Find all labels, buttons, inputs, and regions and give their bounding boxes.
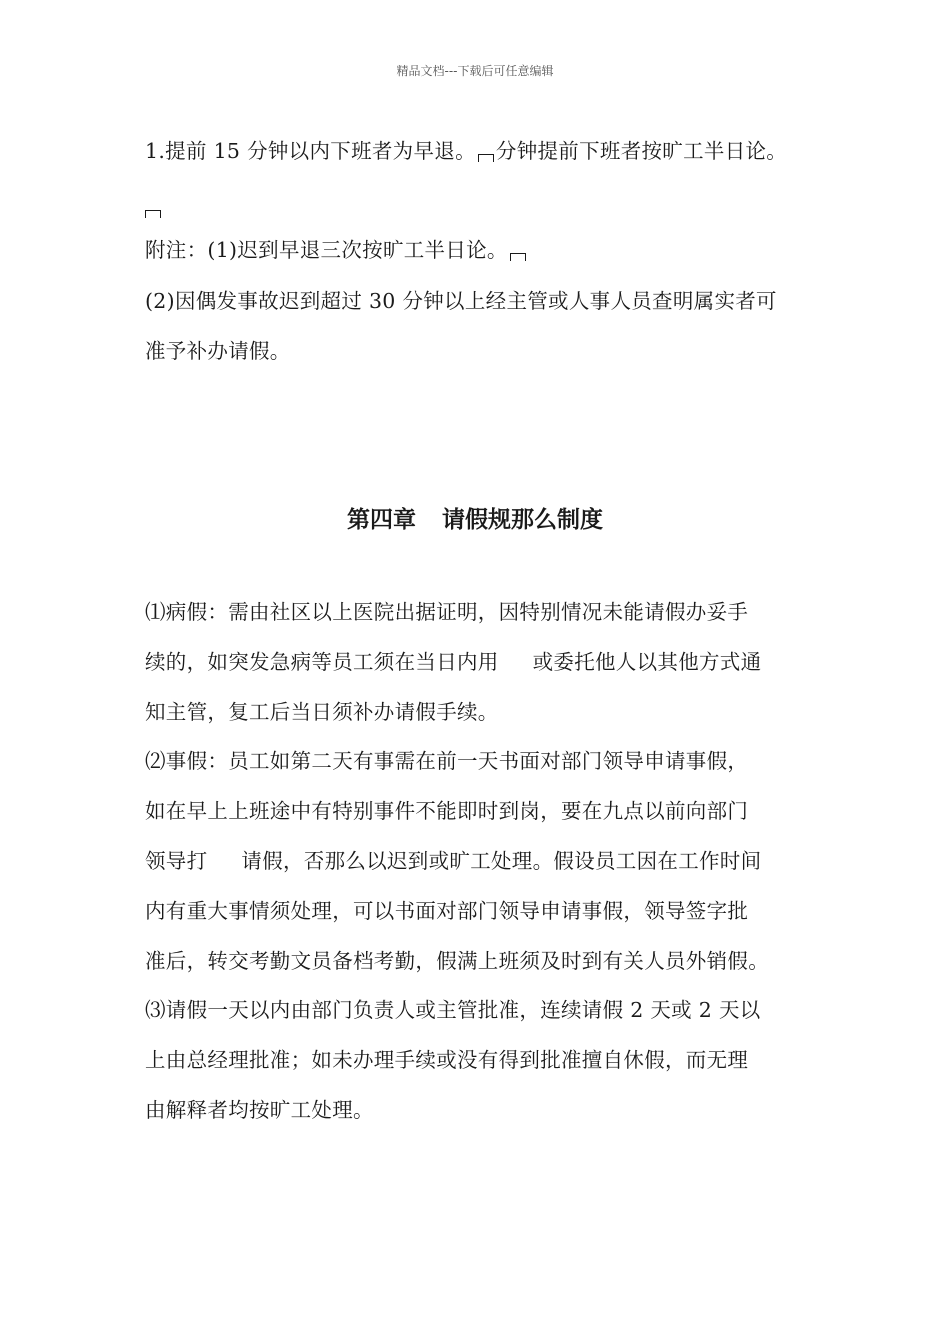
chapter-number: 第四章 [347,507,416,533]
sick-leave-line-2 [145,648,761,676]
personal-leave-line-5: 准后，转交考勤文员备档考勤，假满上班须及时到有关人员外销假。 [145,949,769,973]
personal-leave-line-4: 内有重大事情须处理，可以书面对部门领导申请事假，领导签字批 [145,899,749,923]
approval-line-2: 上由总经理批准；如未办理手续或没有得到批准擅自休假，而无理 [145,1048,749,1072]
page-header: 精品文档---下载后可任意编辑 [396,64,554,78]
chapter-title: 请假规那么制度 [442,507,603,533]
note-text-1: 附注：(1)迟到早退三次按旷工半日论。 [145,238,508,262]
approval-line-1: ⑶请假一天以内由部门负责人或主管批准，连续请假 2 天或 2 天以 [145,998,761,1022]
personal-leave-text-b: 请假，否那么以迟到或旷工处理。假设员工因在工作时间 [241,849,762,873]
early-leave-text-a: 1.提前 15 分钟以内下班者为早退。 [145,139,476,163]
note-line-2: (2)因偶发事故迟到超过 30 分钟以上经主管或人事人员查明属实者可 [145,289,777,313]
chapter-heading [0,505,950,535]
note-line-1 [145,236,528,264]
personal-leave-text-a: 领导打 [145,849,208,873]
sick-leave-line-1: ⑴病假：需由社区以上医院出据证明，因特别情况未能请假办妥手 [145,600,749,624]
personal-leave-line-3 [145,847,761,875]
placeholder-mark [145,210,161,218]
sick-leave-text-b: 或委托他人以其他方式通 [532,650,762,674]
approval-line-3: 由解释者均按旷工处理。 [145,1098,374,1122]
sick-leave-line-3: 知主管，复工后当日须补办请假手续。 [145,700,499,724]
placeholder-mark [478,154,494,162]
personal-leave-line-2: 如在早上上班途中有特别事件不能即时到岗，要在九点以前向部门 [145,799,749,823]
early-leave-rule-continued [145,193,163,221]
early-leave-text-b: 分钟提前下班者按旷工半日论。 [495,139,788,163]
sick-leave-text-a: 续的，如突发急病等员工须在当日内用 [145,650,499,674]
placeholder-mark [510,253,526,261]
early-leave-rule [145,137,787,165]
note-line-3: 准予补办请假。 [145,339,291,363]
personal-leave-line-1: ⑵事假：员工如第二天有事需在前一天书面对部门领导申请事假， [145,749,749,773]
